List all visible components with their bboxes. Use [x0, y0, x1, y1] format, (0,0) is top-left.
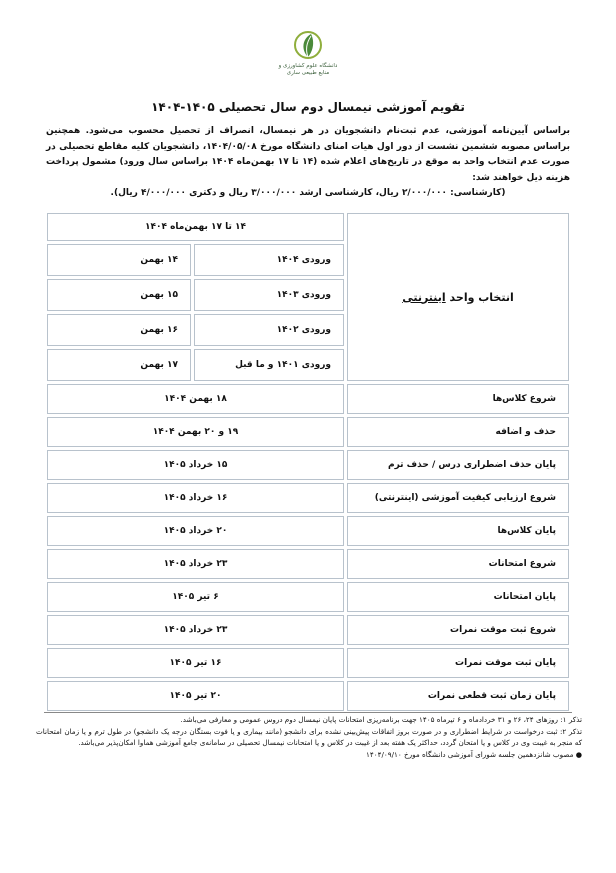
approval-note: ● مصوب شانزدهمین جلسه شورای آموزشی دانشگاه مورخ ۱۴۰۴/۰۹/۱۰: [366, 749, 582, 759]
table-row: پایان کلاس‌ها ۲۰ خرداد ۱۴۰۵: [47, 516, 569, 546]
registration-label: انتخاب واحد اینترنتی: [347, 213, 569, 381]
note-2: تذکر ۲: ثبت درخواست در شرایط اضطراری و در صورت بروز اتفاقات پیش‌بینی نشده برای دانشجو (مانند بیماری و یا فوت بستگان درجه یک دانشجو) در طول ترم و یا زمان امتحانات که منجر به غیبت وی در کلاس و یا امتحان گردد، حداکثر یک هفته بعد از غیبت در کلاس و یا امتحانات نیمسال تحصیلی در سامانه‌ی جامع آموزشی هماوا امکان‌پذیر می‌باشد.: [36, 726, 582, 747]
calendar-table: [44, 210, 572, 714]
table-row: حذف و اضافه ۱۹ و ۲۰ بهمن ۱۴۰۴: [47, 417, 569, 447]
table-row: ورودی ۱۴۰۱ و ما قبل ۱۷ بهمن: [47, 349, 569, 381]
divider: [44, 712, 572, 713]
table-row: پایان زمان ثبت قطعی نمرات ۲۰ تیر ۱۴۰۵: [47, 681, 569, 711]
table-row: پایان ثبت موقت نمرات ۱۶ تیر ۱۴۰۵: [47, 648, 569, 678]
note-1: تذکر ۱: روزهای ۲۴، ۲۶ و ۳۱ خردادماه و ۶ تیرماه ۱۴۰۵ جهت برنامه‌ریزی امتحانات پایان نیمسال دوم دروس عمومی و معارفی می‌باشد.: [180, 715, 582, 724]
intro-paragraph: [46, 124, 570, 202]
table-row: شروع امتحانات ۲۳ خرداد ۱۴۰۵: [47, 549, 569, 579]
notes-section: [36, 714, 582, 760]
page-title: تقویم آموزشی نیمسال دوم سال تحصیلی ۱۴۰۵-۱۴۰۴: [151, 100, 465, 114]
table-row: پایان امتحانات ۶ تیر ۱۴۰۵: [47, 582, 569, 612]
table-row: شروع ثبت موقت نمرات ۲۳ خرداد ۱۴۰۵: [47, 615, 569, 645]
table-row: ورودی ۱۴۰۲ ۱۶ بهمن: [47, 314, 569, 346]
university-name: دانشگاه علوم کشاورزی و منابع طبیعی ساری: [278, 63, 338, 76]
leaf-logo-icon: [291, 30, 325, 60]
registration-range: ۱۴ تا ۱۷ بهمن‌ماه ۱۴۰۴: [47, 213, 344, 241]
table-row: پایان حذف اضطراری درس / حذف ترم ۱۵ خرداد ۱۴۰۵: [47, 450, 569, 480]
intro-text: براساس آیین‌نامه آموزشی، عدم ثبت‌نام دانشجویان در هر نیمسال، انصراف از تحصیل محسوب می‌شود. همچنین براساس مصوبه ششمین نشست از دور اول هیات امنای دانشگاه مورخ ۱۴۰۴/۰۵/۰۸، دانشجویان کلیه مقاطع تحصیلی در صورت عدم انتخاب واحد به موقع در تاریخ‌های اعلام شده (۱۴ تا ۱۷ بهمن‌ماه ۱۴۰۴ براساس سال ورود) مشمول پرداخت هزینه ذیل خواهند شد:: [46, 126, 570, 183]
university-logo: [0, 30, 616, 77]
fee-note: (کارشناسی: ۲/۰۰۰/۰۰۰ ریال، کارشناسی ارشد ۳/۰۰۰/۰۰۰ ریال و دکتری ۴/۰۰۰/۰۰۰ ریال).: [110, 188, 506, 198]
table-row: شروع ارزیابی کیفیت آموزشی (اینترنتی) ۱۶ خرداد ۱۴۰۵: [47, 483, 569, 513]
table-row: ورودی ۱۴۰۳ ۱۵ بهمن: [47, 279, 569, 311]
table-row: شروع کلاس‌ها ۱۸ بهمن ۱۴۰۴: [47, 384, 569, 414]
table-row: ورودی ۱۴۰۴ ۱۴ بهمن: [47, 244, 569, 276]
